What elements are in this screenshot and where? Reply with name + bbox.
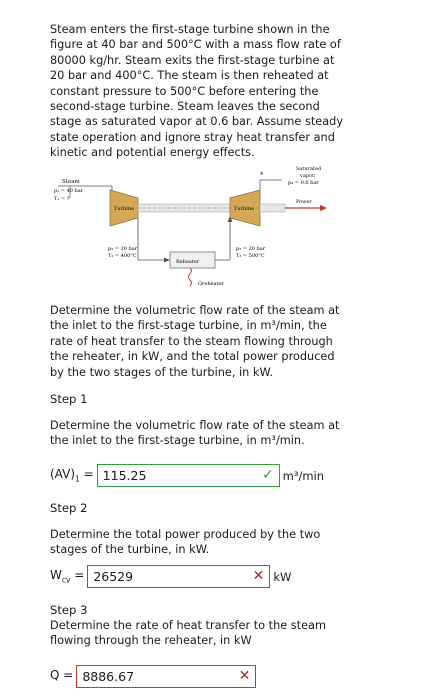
t2-label: T₂ = 400°C [108,253,137,259]
t3-label: T₃ = 500°C [236,253,265,259]
step-3-heading: Step 3 [50,603,88,617]
step-2-unit: kW [273,569,292,584]
step-2-answer-row [50,564,291,589]
step-3-answer-label: Q = [50,668,74,683]
step-3-prompt: Determine the rate of heat transfer to the steam flowing through the reheater, in kW [50,619,326,648]
step-2-prompt: Determine the total power produced by the two stages of the turbine, in kW. [50,528,321,557]
step-2-answer-input[interactable] [87,565,270,588]
reheater-label: Reheater [176,259,200,265]
step-1-prompt: Determine the volumetric flow rate of the steam at the inlet to the first-stage turbine, in m³/min. [50,419,340,448]
check-icon: ✓ [261,467,274,483]
step-1-answer-value: 115.25 [102,468,147,483]
p4-label: p₄ = 0.6 bar [288,180,319,186]
vapor-label: vapor, [300,173,316,179]
x-icon: ✕ [252,568,265,584]
step-1-unit: m³/min [282,468,325,483]
step-1-answer-row [50,463,324,488]
state-4-label: 4 [260,171,264,177]
steam-label: Steam [62,179,80,185]
x-icon: ✕ [238,668,251,684]
step-1-answer-label: $(AV)_1$ = [50,467,94,484]
step-3-answer-input[interactable] [76,665,256,688]
turbine-2-label: Turbine [234,206,254,212]
turbine-system-figure [50,160,350,290]
t1-label: T₁ = ? [54,196,70,202]
task-statement: Determine the volumetric flow rate of the steam at the inlet to the first-stage turbine, in m³/min, the rate of heat transfer to the steam flowing through the reheater, in kW, and the total power produced by the two stages of the turbine, in kW. [50,304,340,379]
saturated-label: Saturated [296,166,322,172]
q-reheater-label: Q̇reheater [198,281,224,287]
step-2-answer-value: 26529 [93,569,134,584]
step-3-answer-row [50,664,256,689]
step-2-answer-label: $W_{cv}$ = [50,568,85,585]
step-1-answer-input[interactable] [97,464,280,487]
p3-label: p₃ = 20 bar [236,246,266,252]
step-2-heading: Step 2 [50,501,88,515]
power-label: Power [296,199,312,205]
problem-statement: Steam enters the first-stage turbine shown in the figure at 40 bar and 500°C with a mass flow rate of 80000 kg/hr. Steam exits the first-stage turbine at 20 bar and 400°C. The steam is then reheated at constant pressure to 500°C before entering the second-stage turbine. Steam leaves the second stage as saturated vapor at 0.6 bar. Assume steady state operation and ignore stray heat transfer and kinetic and potential energy effects. [50,23,344,160]
step-3-answer-value: 8886.67 [82,669,135,684]
turbine-1-label: Turbine [114,206,134,212]
p1-label: p₁ = 40 bar [54,188,84,194]
p2-label: p₂ = 20 bar [108,246,138,252]
step-1-heading: Step 1 [50,392,88,406]
